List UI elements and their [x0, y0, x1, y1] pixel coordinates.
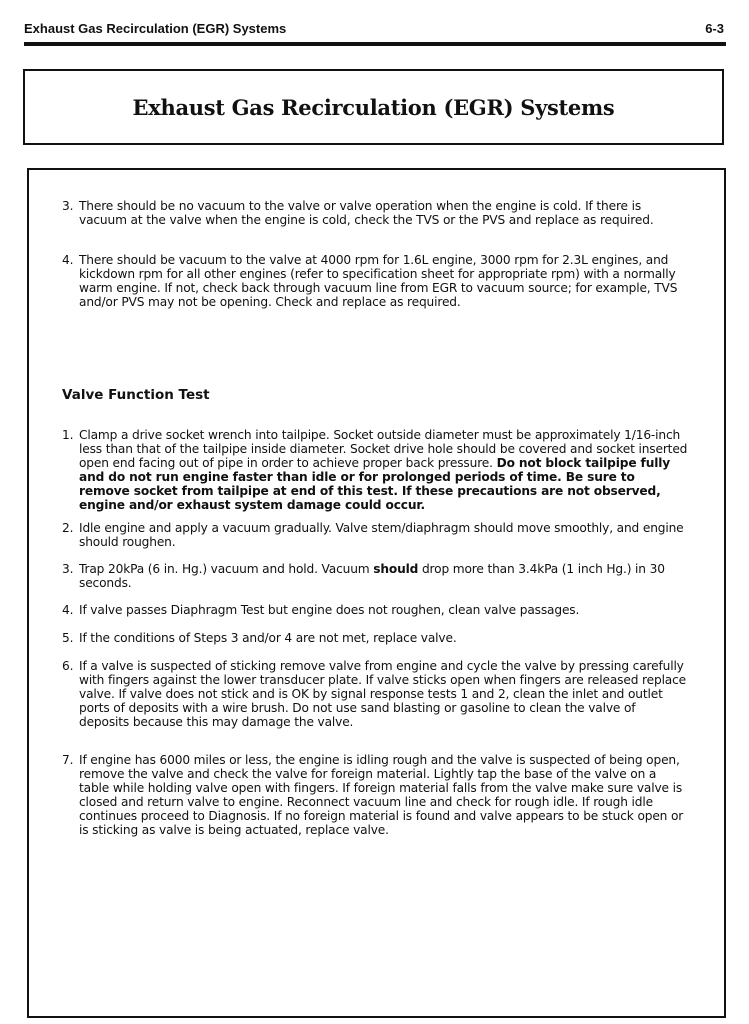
item-number: 3.	[62, 199, 74, 213]
item-text: There should be no vacuum to the valve or valve operation when the engine is cold. If there is vacuum at the valve when the engine is cold, check the TVS or the PVS and replace as required.	[79, 199, 654, 227]
item-number: 1.	[62, 428, 74, 442]
list-item	[62, 199, 688, 227]
list-item	[62, 521, 688, 549]
section-heading: Valve Function Test	[62, 387, 210, 403]
item-text-after: drop more than 3.4kPa (1 inch Hg.) in 30 seconds.	[79, 562, 665, 590]
item-number: 4.	[62, 253, 74, 267]
list-item	[62, 253, 688, 309]
list-item	[62, 562, 688, 590]
title-box	[23, 69, 724, 145]
item-text: If a valve is suspected of sticking remove valve from engine and cycle the valve by pressing carefully with fingers against the lower transducer plate. If valve sticks open when fingers are released replace valve. If valve does not stick and is OK by signal response tests 1 and 2, clean the inlet and outlet ports of deposits with a wire brush. Do not use sand blasting or gasoline to clean the valve of deposits because this may damage the valve.	[79, 659, 687, 729]
item-text-before: Trap 20kPa (6 in. Hg.) vacuum and hold. Vacuum	[79, 562, 370, 576]
list-item	[62, 753, 688, 837]
item-text: Idle engine and apply a vacuum gradually. Valve stem/diaphragm should move smoothly, and engine should roughen.	[79, 521, 684, 549]
item-number: 3.	[62, 562, 74, 576]
item-number: 6.	[62, 659, 74, 673]
item-text	[79, 428, 688, 512]
item-number: 2.	[62, 521, 74, 535]
running-head	[24, 20, 726, 46]
item-number: 7.	[62, 753, 74, 767]
list-item	[62, 428, 688, 512]
page-title: Exhaust Gas Recirculation (EGR) Systems	[132, 94, 615, 120]
item-text	[79, 562, 688, 590]
item-text: There should be vacuum to the valve at 4000 rpm for 1.6L engine, 3000 rpm for 2.3L engines, and kickdown rpm for all other engines (refer to specification sheet for appropriate rpm) with a normally warm engine. If not, check back through vacuum line from EGR to vacuum source; for example, TVS and/or PVS may not be opening. Check and replace as required.	[79, 253, 678, 309]
list-item	[62, 631, 688, 645]
item-text-plain: Clamp a drive socket wrench into tailpipe. Socket outside diameter must be approximately 1/16-inch less than that of the tailpipe inside diameter. Socket drive hole should be covered and socket inserted open end facing out of pipe in order to achieve proper back pressure.	[79, 428, 688, 470]
list-item	[62, 603, 688, 617]
item-text: If engine has 6000 miles or less, the engine is idling rough and the valve is suspected of being open, remove the valve and check the valve for foreign material. Lightly tap the base of the valve on a table while holding valve open with fingers. If foreign material falls from the valve make sure valve is closed and return valve to engine. Reconnect vacuum line and check for rough idle. If rough idle continues proceed to Diagnosis. If no foreign material is found and valve appears to be stuck open or is sticking as valve is being actuated, replace valve.	[79, 753, 684, 837]
list-item	[62, 659, 688, 729]
page-number: 6-3	[705, 21, 724, 36]
item-text: If the conditions of Steps 3 and/or 4 are not met, replace valve.	[79, 631, 457, 645]
item-number: 5.	[62, 631, 74, 645]
running-head-title: Exhaust Gas Recirculation (EGR) Systems	[24, 21, 287, 36]
item-emphasis: should	[373, 562, 419, 576]
item-warning: Do not block tailpipe fully and do not run engine faster than idle or for prolonged periods of time. Be sure to remove socket from tailpipe at end of this test. If these precautions are not observed, engine and/or exhaust system damage could occur.	[79, 456, 671, 512]
item-text: If valve passes Diaphragm Test but engine does not roughen, clean valve passages.	[79, 603, 580, 617]
item-number: 4.	[62, 603, 74, 617]
